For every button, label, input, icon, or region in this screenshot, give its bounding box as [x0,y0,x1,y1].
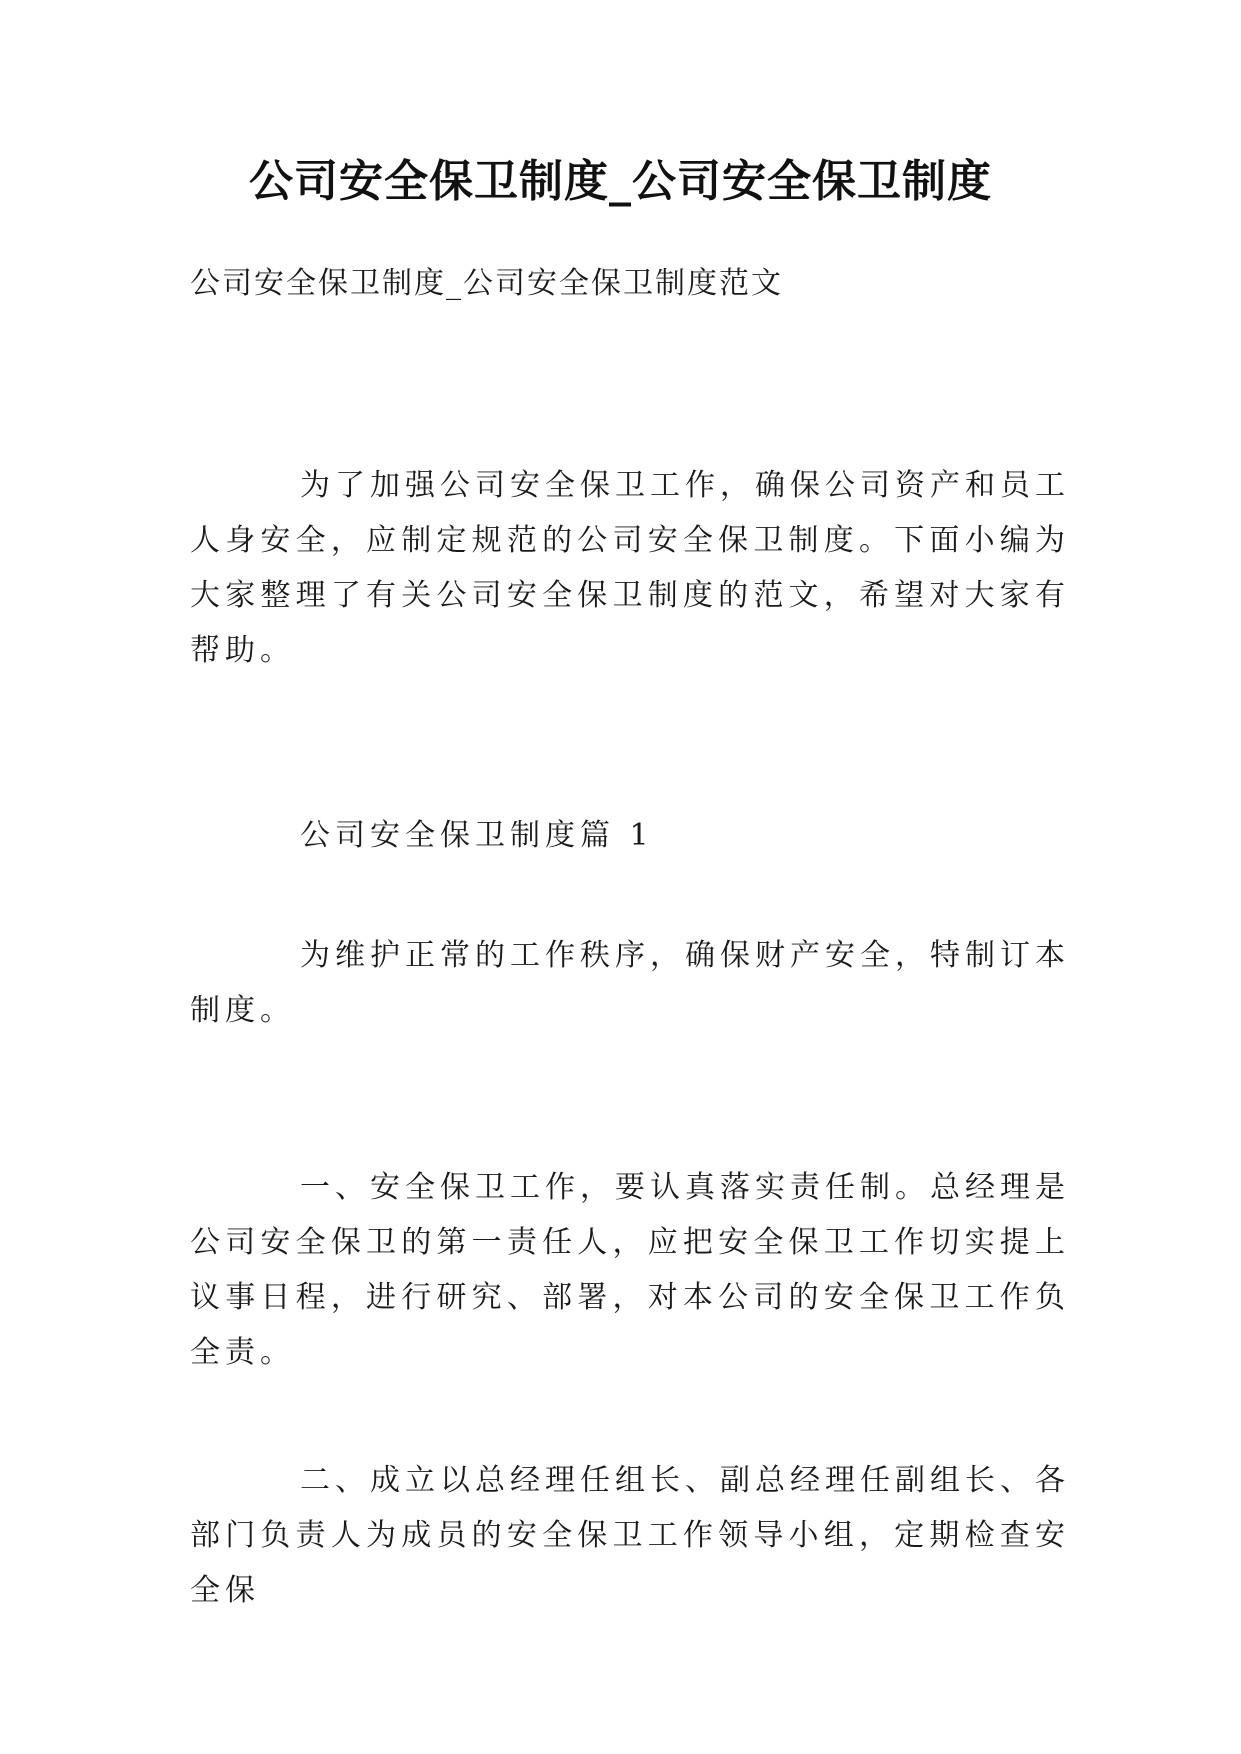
intro-paragraph: 为了加强公司安全保卫工作，确保公司资产和员工人身安全，应制定规范的公司安全保卫制度。下面小编为大家整理了有关公司安全保卫制度的范文，希望对大家有帮助。 [190,468,1070,668]
clause-one-paragraph: 一、安全保卫工作，要认真落实责任制。总经理是公司安全保卫的第一责任人，应把安全保卫工作切实提上议事日程，进行研究、部署，对本公司的安全保卫工作负全责。 [190,1170,1070,1370]
document-title: 公司安全保卫制度_公司安全保卫制度 [249,156,992,207]
section-heading: 公司安全保卫制度篇 1 [300,818,654,853]
purpose-paragraph: 为维护正常的工作秩序，确保财产安全，特制订本制度。 [190,938,1070,1028]
clause-two-paragraph: 二、成立以总经理任组长、副总经理任副组长、各部门负责人为成员的安全保卫工作领导小组，定期检查安全保 [190,1463,1070,1608]
document-subtitle: 公司安全保卫制度_公司安全保卫制度范文 [190,266,783,301]
